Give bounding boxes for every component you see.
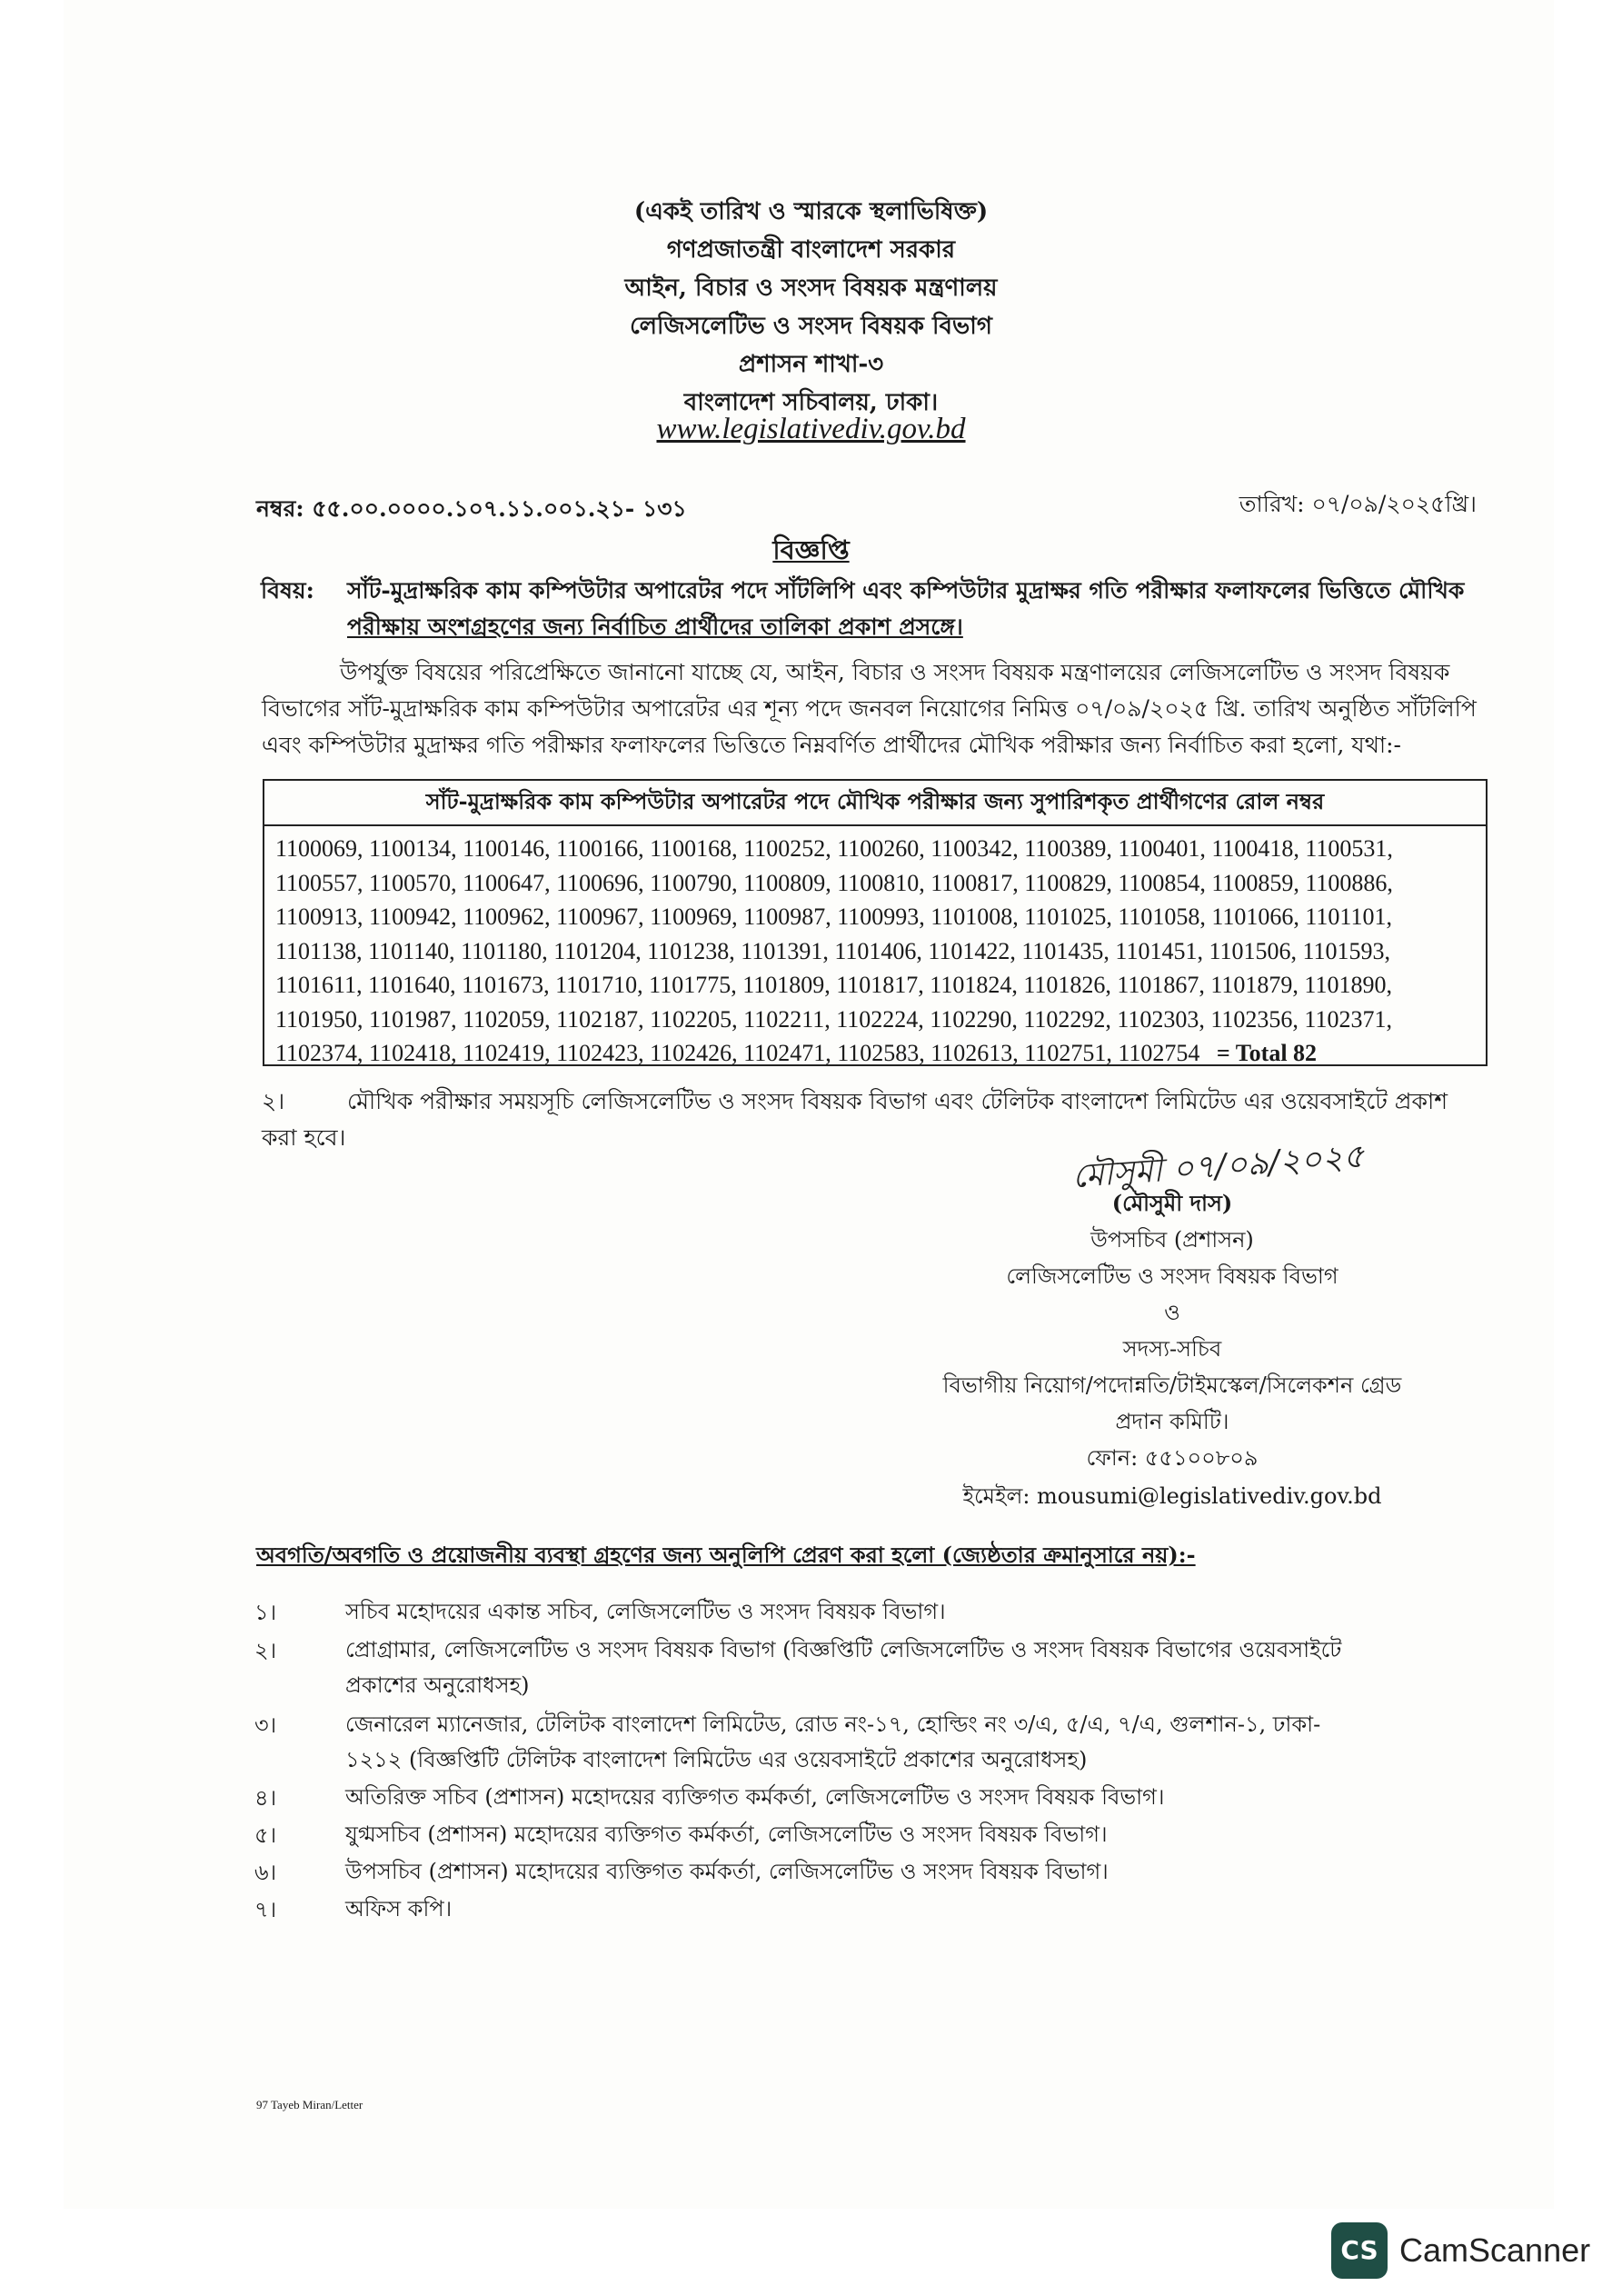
distribution-item-number: ২। [254, 1638, 277, 1663]
distribution-item [345, 1817, 1418, 1852]
signatory-role: সদস্য-সচিব [1122, 1336, 1222, 1362]
point-2-line-2: করা হবে। [262, 1124, 346, 1151]
distribution-item-line: অতিরিক্ত সচিব (প্রশাসন) মহোদয়ের ব্যক্তিগত কর্মকর্তা, লেজিসলেটিভ ও সংসদ বিষয়ক বিভাগ। [345, 1784, 1165, 1810]
signatory-and: ও [1164, 1300, 1180, 1325]
distribution-item-number: ১। [254, 1600, 277, 1625]
subject-line-1: সাঁট-মুদ্রাক্ষরিক কাম কম্পিউটার অপারেটর পদে সাঁটলিপি এবং কম্পিউটার মুদ্রাক্ষর গতি পরীক্ষার ফলাফলের ভিত্তিতে মৌখিক [347, 577, 1465, 604]
distribution-item-number: ৭। [254, 1897, 277, 1922]
distribution-item [345, 1892, 1418, 1927]
body-line-3: এবং কম্পিউটার মুদ্রাক্ষর গতি পরীক্ষার ফলাফলের ভিত্তিতে নিম্নবর্ণিত প্রার্থীদের মৌখিক পরীক্ষার জন্য নির্বাচিত করা হলো, যথা:- [262, 732, 1402, 758]
website-link[interactable]: www.legislativediv.gov.bd [656, 413, 966, 445]
camscanner-name: CamScanner [1399, 2231, 1591, 2269]
distribution-item-line: ১২১২ (বিজ্ঞপ্তিটি টেলিটক বাংলাদেশ লিমিটেড এর ওয়েবসাইটে প্রকাশের অনুরোধসহ) [345, 1747, 1088, 1772]
roll-number-table [263, 779, 1488, 1066]
distribution-item [345, 1854, 1418, 1890]
subject-label: বিষয়: [261, 577, 314, 604]
roll-row: 1100913, 1100942, 1100962, 1100967, 1100969, 1100987, 1100993, 1101008, 1101025, 1101058, 1101066, 1101101, [275, 903, 1392, 930]
roll-row-last: 1102374, 1102418, 1102419, 1102423, 1102426, 1102471, 1102583, 1102613, 1102751, 1102754 [275, 1040, 1200, 1066]
roll-table-heading: সাঁট-মুদ্রাক্ষরিক কাম কম্পিউটার অপারেটর পদে মৌখিক পরীক্ষার জন্য সুপারিশকৃত প্রার্থীগণের রোল নম্বর [264, 781, 1486, 826]
distribution-heading: অবগতি/অবগতি ও প্রয়োজনীয় ব্যবস্থা গ্রহণের জন্য অনুলিপি প্রেরণ করা হলো (জ্যেষ্ঠতার ক্রমানুসারে নয়):- [256, 1542, 1196, 1568]
distribution-item-line: যুগ্মসচিব (প্রশাসন) মহোদয়ের ব্যক্তিগত কর্মকর্তা, লেজিসলেটিভ ও সংসদ বিষয়ক বিভাগ। [345, 1822, 1108, 1847]
roll-row: 1101950, 1101987, 1102059, 1102187, 1102205, 1102211, 1102224, 1102290, 1102292, 1102303, 1102356, 1102371, [275, 1005, 1392, 1033]
memo-number: নম্বর: ৫৫.০০.০০০০.১০৭.১১.০০১.২১- ১৩১ [256, 495, 687, 522]
distribution-item-line: অফিস কপি। [345, 1896, 453, 1922]
distribution-item-line: উপসচিব (প্রশাসন) মহোদয়ের ব্যক্তিগত কর্মকর্তা, লেজিসলেটিভ ও সংসদ বিষয়ক বিভাগ। [345, 1859, 1109, 1884]
roll-row [275, 1036, 1478, 1071]
distribution-item-number: ৬। [254, 1860, 277, 1885]
signatory-name: (মৌসুমী দাস) [1111, 1190, 1233, 1216]
header-line-3: আইন, বিচার ও সংসদ বিষয়ক মন্ত্রণালয় [624, 275, 998, 302]
distribution-item-line: সচিব মহোদয়ের একান্ত সচিব, লেজিসলেটিভ ও সংসদ বিষয়ক বিভাগ। [345, 1599, 946, 1624]
distribution-item [345, 1594, 1418, 1630]
signatory-phone: ফোন: ৫৫১০০৮০৯ [1086, 1445, 1259, 1471]
committee-line-2: প্রদান কমিটি। [1115, 1409, 1229, 1434]
roll-table-body [264, 826, 1486, 1071]
roll-row: 1100069, 1100134, 1100146, 1100166, 1100168, 1100252, 1100260, 1100342, 1100389, 1100401, 1100418, 1100531, [275, 835, 1393, 862]
signatory-email[interactable]: ইমেইল: mousumi@legislativediv.gov.bd [962, 1483, 1382, 1509]
distribution-item [345, 1707, 1418, 1778]
distribution-item-number: ৫। [254, 1822, 277, 1848]
committee-line-1: বিভাগীয় নিয়োগ/পদোন্নতি/টাইমস্কেল/সিলেকশন গ্রেড [942, 1373, 1402, 1398]
signatory-division: লেজিসলেটিভ ও সংসদ বিষয়ক বিভাগ [1006, 1263, 1338, 1289]
point-2-line-1: মৌখিক পরীক্ষার সময়সূচি লেজিসলেটিভ ও সংসদ বিষয়ক বিভাগ এবং টেলিটক বাংলাদেশ লিমিটেড এর ওয়েবসাইটে প্রকাশ [347, 1088, 1448, 1114]
memo-date: তারিখ: ০৭/০৯/২০২৫খ্রি। [1239, 491, 1477, 517]
distribution-item-number: ৩। [254, 1712, 277, 1738]
signatory-designation: উপসচিব (প্রশাসন) [1090, 1227, 1254, 1253]
header-line-6: বাংলাদেশ সচিবালয়, ঢাকা। [683, 389, 939, 416]
header-line-5: প্রশাসন শাখা-৩ [738, 351, 884, 378]
header-line-4: লেজিসলেটিভ ও সংসদ বিষয়ক বিভাগ [630, 313, 992, 340]
point-2-number: ২। [262, 1088, 285, 1114]
roll-total: = Total 82 [1216, 1040, 1318, 1066]
distribution-item-line: প্রোগ্রামার, লেজিসলেটিভ ও সংসদ বিষয়ক বিভাগ (বিজ্ঞপ্তিটি লেজিসলেটিভ ও সংসদ বিষয়ক বিভাগের ওয়েবসাইটে [345, 1637, 1342, 1662]
subject-line-2: পরীক্ষায় অংশগ্রহণের জন্য নির্বাচিত প্রার্থীদের তালিকা প্রকাশ প্রসঙ্গে। [347, 614, 963, 640]
roll-row: 1101611, 1101640, 1101673, 1101710, 1101775, 1101809, 1101817, 1101824, 1101826, 1101867, 1101879, 1101890, [275, 972, 1392, 998]
notice-title: বিজ্ঞপ্তি [772, 534, 850, 565]
header-line-1: (একই তারিখ ও স্মারকে স্থলাভিষিক্ত) [633, 198, 989, 225]
roll-row: 1100557, 1100570, 1100647, 1100696, 1100790, 1100809, 1100810, 1100817, 1100829, 1100854, 1100859, 1100886, [275, 869, 1393, 896]
distribution-item [345, 1632, 1418, 1703]
distribution-item-number: ৪। [254, 1785, 277, 1811]
body-line-2: বিভাগের সাঁট-মুদ্রাক্ষরিক কাম কম্পিউটার অপারেটর এর শূন্য পদে জনবল নিয়োগের নিমিত্ত ০৭/০৯/২০২৫ খ্রি. তারিখ অনুষ্ঠিত সাঁটলিপি [262, 695, 1477, 722]
camscanner-logo-icon: CS [1331, 2222, 1388, 2279]
roll-row: 1101138, 1101140, 1101180, 1101204, 1101238, 1101391, 1101406, 1101422, 1101435, 1101451, 1101506, 1101593, [275, 937, 1391, 964]
body-line-1: উপর্যুক্ত বিষয়ের পরিপ্রেক্ষিতে জানানো যাচ্ছে যে, আইন, বিচার ও সংসদ বিষয়ক মন্ত্রণালয়ের লেজিসলেটিভ ও সংসদ বিষয়ক [340, 659, 1450, 685]
distribution-item-line: জেনারেল ম্যানেজার, টেলিটক বাংলাদেশ লিমিটেড, রোড নং-১৭, হোল্ডিং নং ৩/এ, ৫/এ, ৭/এ, গুলশান-১, ঢাকা- [345, 1712, 1321, 1737]
header-line-2: গণপ্রজাতন্ত্রী বাংলাদেশ সরকার [666, 236, 956, 264]
footer-note: 97 Tayeb Miran/Letter [256, 2098, 363, 2111]
distribution-item-line: প্রকাশের অনুরোধসহ) [345, 1672, 530, 1698]
handwritten-signature: মৌসুমী ০৭/০৯/২০২৫ [1070, 1137, 1366, 1196]
distribution-item [345, 1780, 1418, 1815]
